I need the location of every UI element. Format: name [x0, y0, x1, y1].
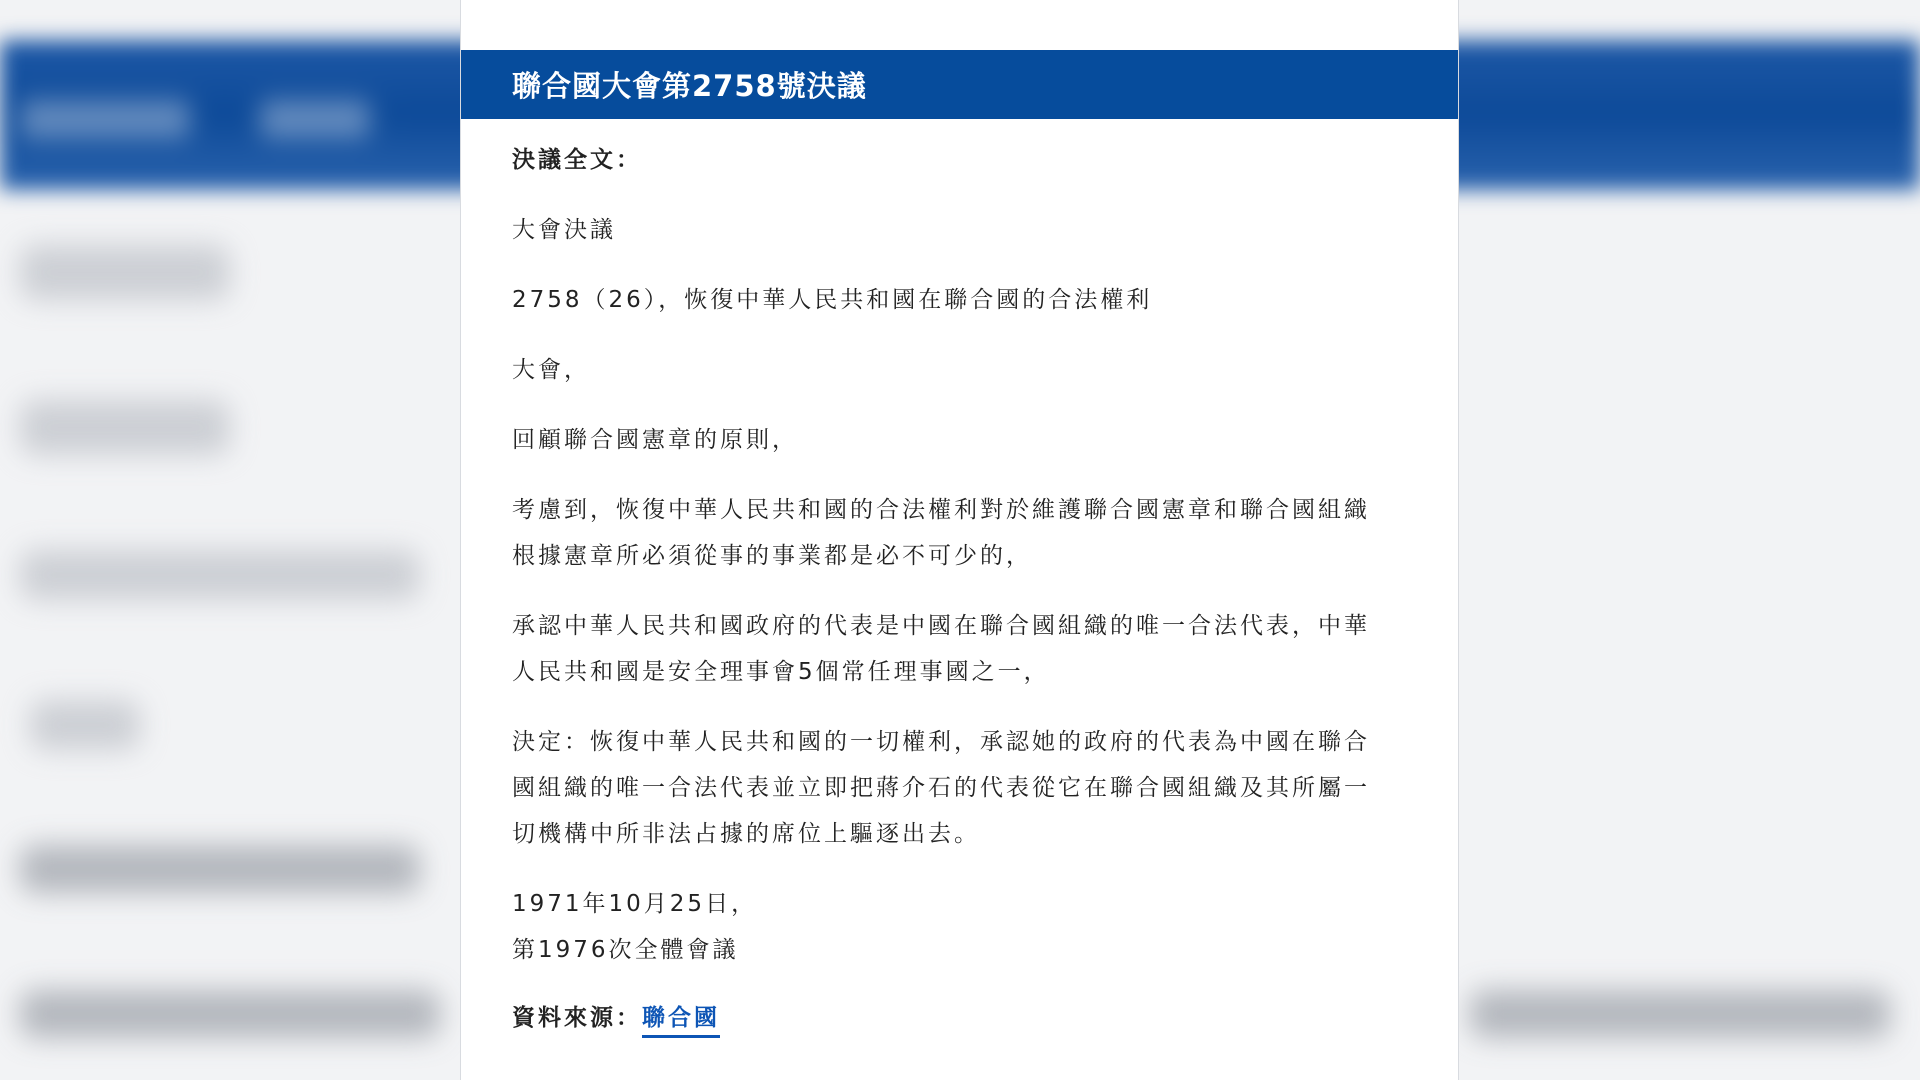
- article-subheading: 大會決議: [512, 217, 616, 243]
- source-label: 資料來源：: [512, 1005, 642, 1031]
- background-block-blurred: [30, 700, 140, 750]
- background-block-blurred: [20, 550, 420, 600]
- background-block-blurred: [20, 400, 230, 455]
- source-line: [512, 995, 1392, 1041]
- article-title: 聯合國大會第2758號決議: [512, 69, 867, 103]
- background-block-blurred: [20, 845, 420, 893]
- paragraph: 承認中華人民共和國政府的代表是中國在聯合國組織的唯一合法代表，中華人民共和國是安全理事會5個常任理事國之一，: [512, 613, 1370, 685]
- title-bar: [461, 50, 1458, 119]
- paragraph: 大會，: [512, 357, 590, 383]
- paragraph: 考慮到，恢復中華人民共和國的合法權利對於維護聯合國憲章和聯合國組織根據憲章所必須從事的事業都是必不可少的，: [512, 497, 1370, 569]
- resolution-line: 2758（26），恢復中華人民共和國在聯合國的合法權利: [512, 287, 1153, 313]
- background-block-blurred: [20, 990, 440, 1038]
- meeting-number: 第1976次全體會議: [512, 937, 739, 963]
- source-link[interactable]: 聯合國: [642, 1005, 720, 1038]
- background-block-blurred: [1470, 990, 1890, 1038]
- article-body: [512, 137, 1392, 1041]
- resolution-date-block: [512, 881, 1392, 973]
- resolution-date: 1971年10月25日，: [512, 891, 758, 917]
- background-nav-blurred: [260, 100, 370, 138]
- article-panel: [460, 0, 1459, 1080]
- article-heading: 決議全文：: [512, 147, 642, 173]
- background-logo-blurred: [20, 100, 190, 138]
- paragraph: 回顧聯合國憲章的原則，: [512, 427, 798, 453]
- background-block-blurred: [20, 245, 230, 300]
- paragraph: 決定：恢復中華人民共和國的一切權利，承認她的政府的代表為中國在聯合國組織的唯一合法代表並立即把蔣介石的代表從它在聯合國組織及其所屬一切機構中所非法占據的席位上驅逐出去。: [512, 729, 1370, 847]
